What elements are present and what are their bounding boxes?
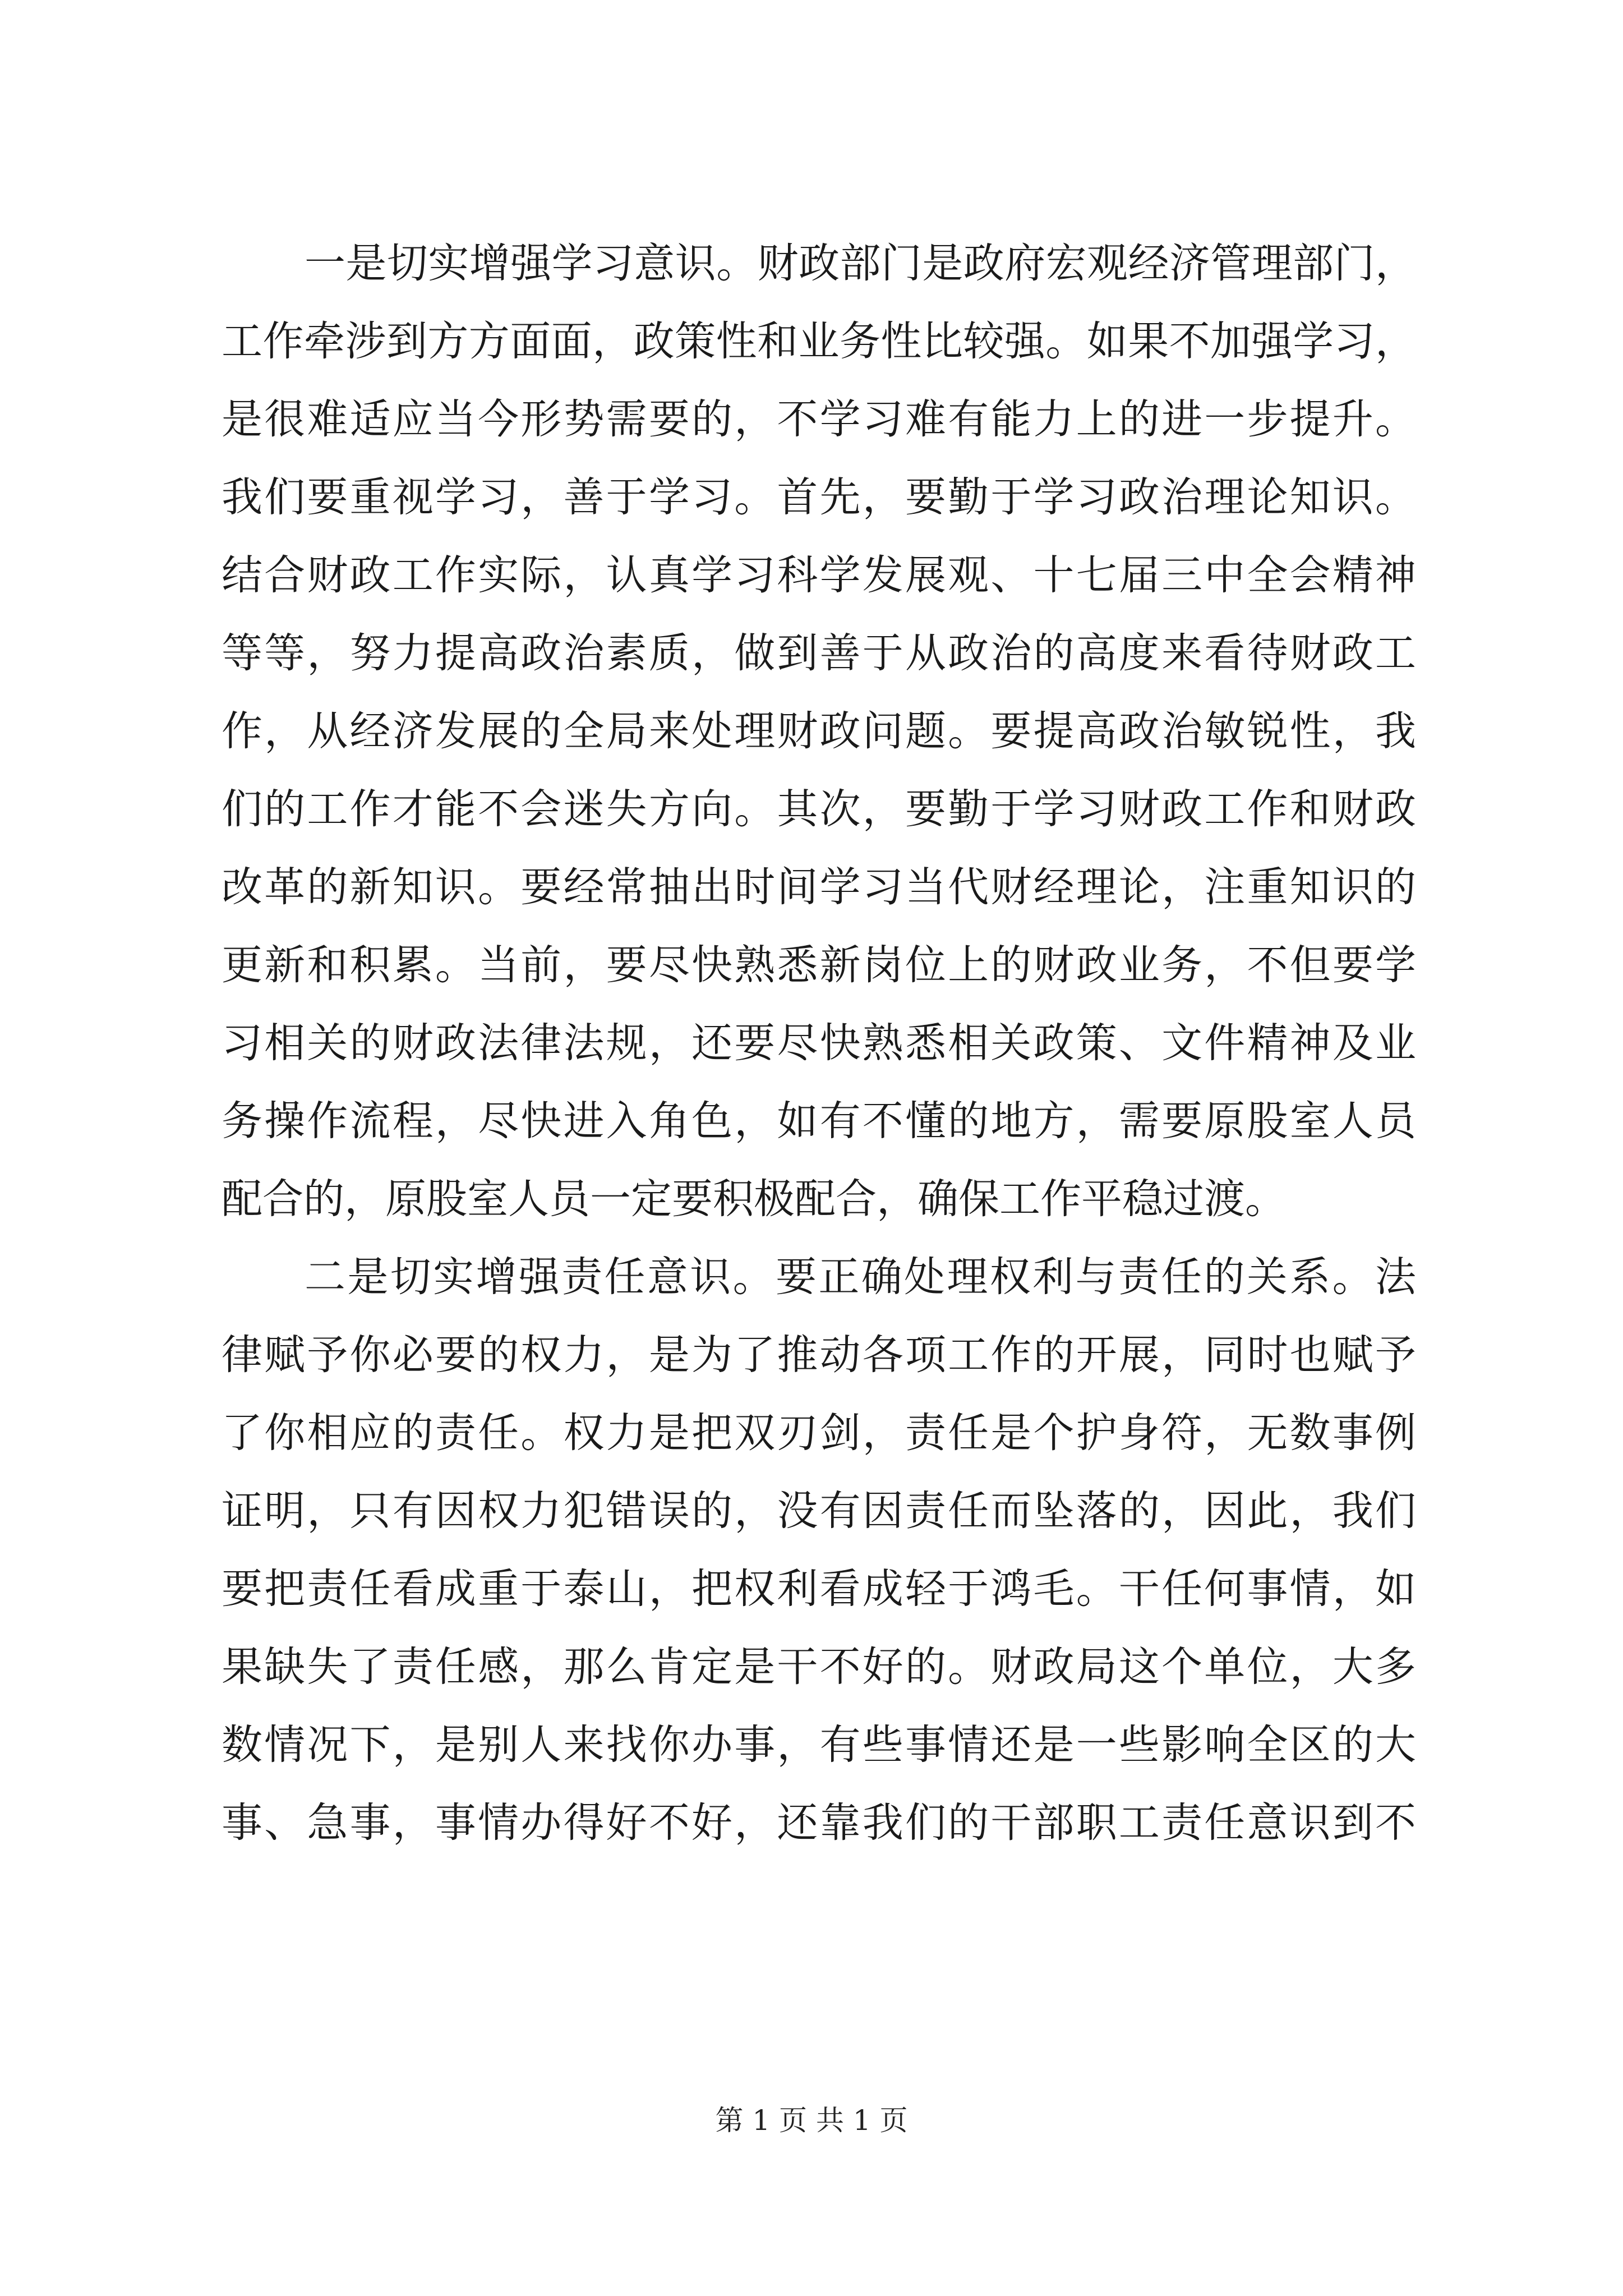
text-line: 配合的，原股室人员一定要积极配合，确保工作平稳过渡。 [222,1175,1286,1223]
text-line: 要把责任看成重于泰山，把权利看成轻于鸿毛。干任何事情，如 [222,1565,1416,1613]
text-line: 事、急事，事情办得好不好，还靠我们的干部职工责任意识到不 [222,1799,1416,1847]
text-line: 结合财政工作实际，认真学习科学发展观、十七届三中全会精神 [222,551,1416,599]
text-line: 等等，努力提高政治素质，做到善于从政治的高度来看待财政工 [222,629,1416,677]
text-line: 更新和积累。当前，要尽快熟悉新岗位上的财政业务，不但要学 [222,941,1416,989]
text-line: 是很难适应当今形势需要的，不学习难有能力上的进一步提升。 [222,395,1416,443]
text-line: 律赋予你必要的权力，是为了推动各项工作的开展，同时也赋予 [222,1331,1416,1379]
paragraph-1 [222,224,1416,1238]
document-body [222,224,1416,1862]
text-line: 一是切实增强学习意识。财政部门是政府宏观经济管理部门， [305,240,1416,287]
text-line: 工作牵涉到方方面面，政策性和业务性比较强。如果不加强学习， [222,318,1416,365]
text-line: 果缺失了责任感，那么肯定是干不好的。财政局这个单位，大多 [222,1643,1416,1691]
page-footer: 第 1 页 共 1 页 [715,2104,908,2137]
text-line: 证明，只有因权力犯错误的，没有因责任而坠落的，因此，我们 [222,1487,1416,1535]
text-line: 们的工作才能不会迷失方向。其次，要勤于学习财政工作和财政 [222,785,1416,833]
text-line: 我们要重视学习，善于学习。首先，要勤于学习政治理论知识。 [222,473,1416,521]
text-line: 了你相应的责任。权力是把双刃剑，责任是个护身符，无数事例 [222,1409,1416,1457]
text-line: 习相关的财政法律法规，还要尽快熟悉相关政策、文件精神及业 [222,1019,1416,1067]
text-line: 作，从经济发展的全局来处理财政问题。要提高政治敏锐性，我 [222,707,1416,755]
paragraph-2 [222,1238,1416,1862]
text-line: 务操作流程，尽快进入角色，如有不懂的地方，需要原股室人员 [222,1097,1416,1145]
text-line: 数情况下，是别人来找你办事，有些事情还是一些影响全区的大 [222,1721,1416,1769]
text-line: 改革的新知识。要经常抽出时间学习当代财经理论，注重知识的 [222,863,1416,911]
text-line: 二是切实增强责任意识。要正确处理权利与责任的关系。法 [305,1253,1416,1301]
